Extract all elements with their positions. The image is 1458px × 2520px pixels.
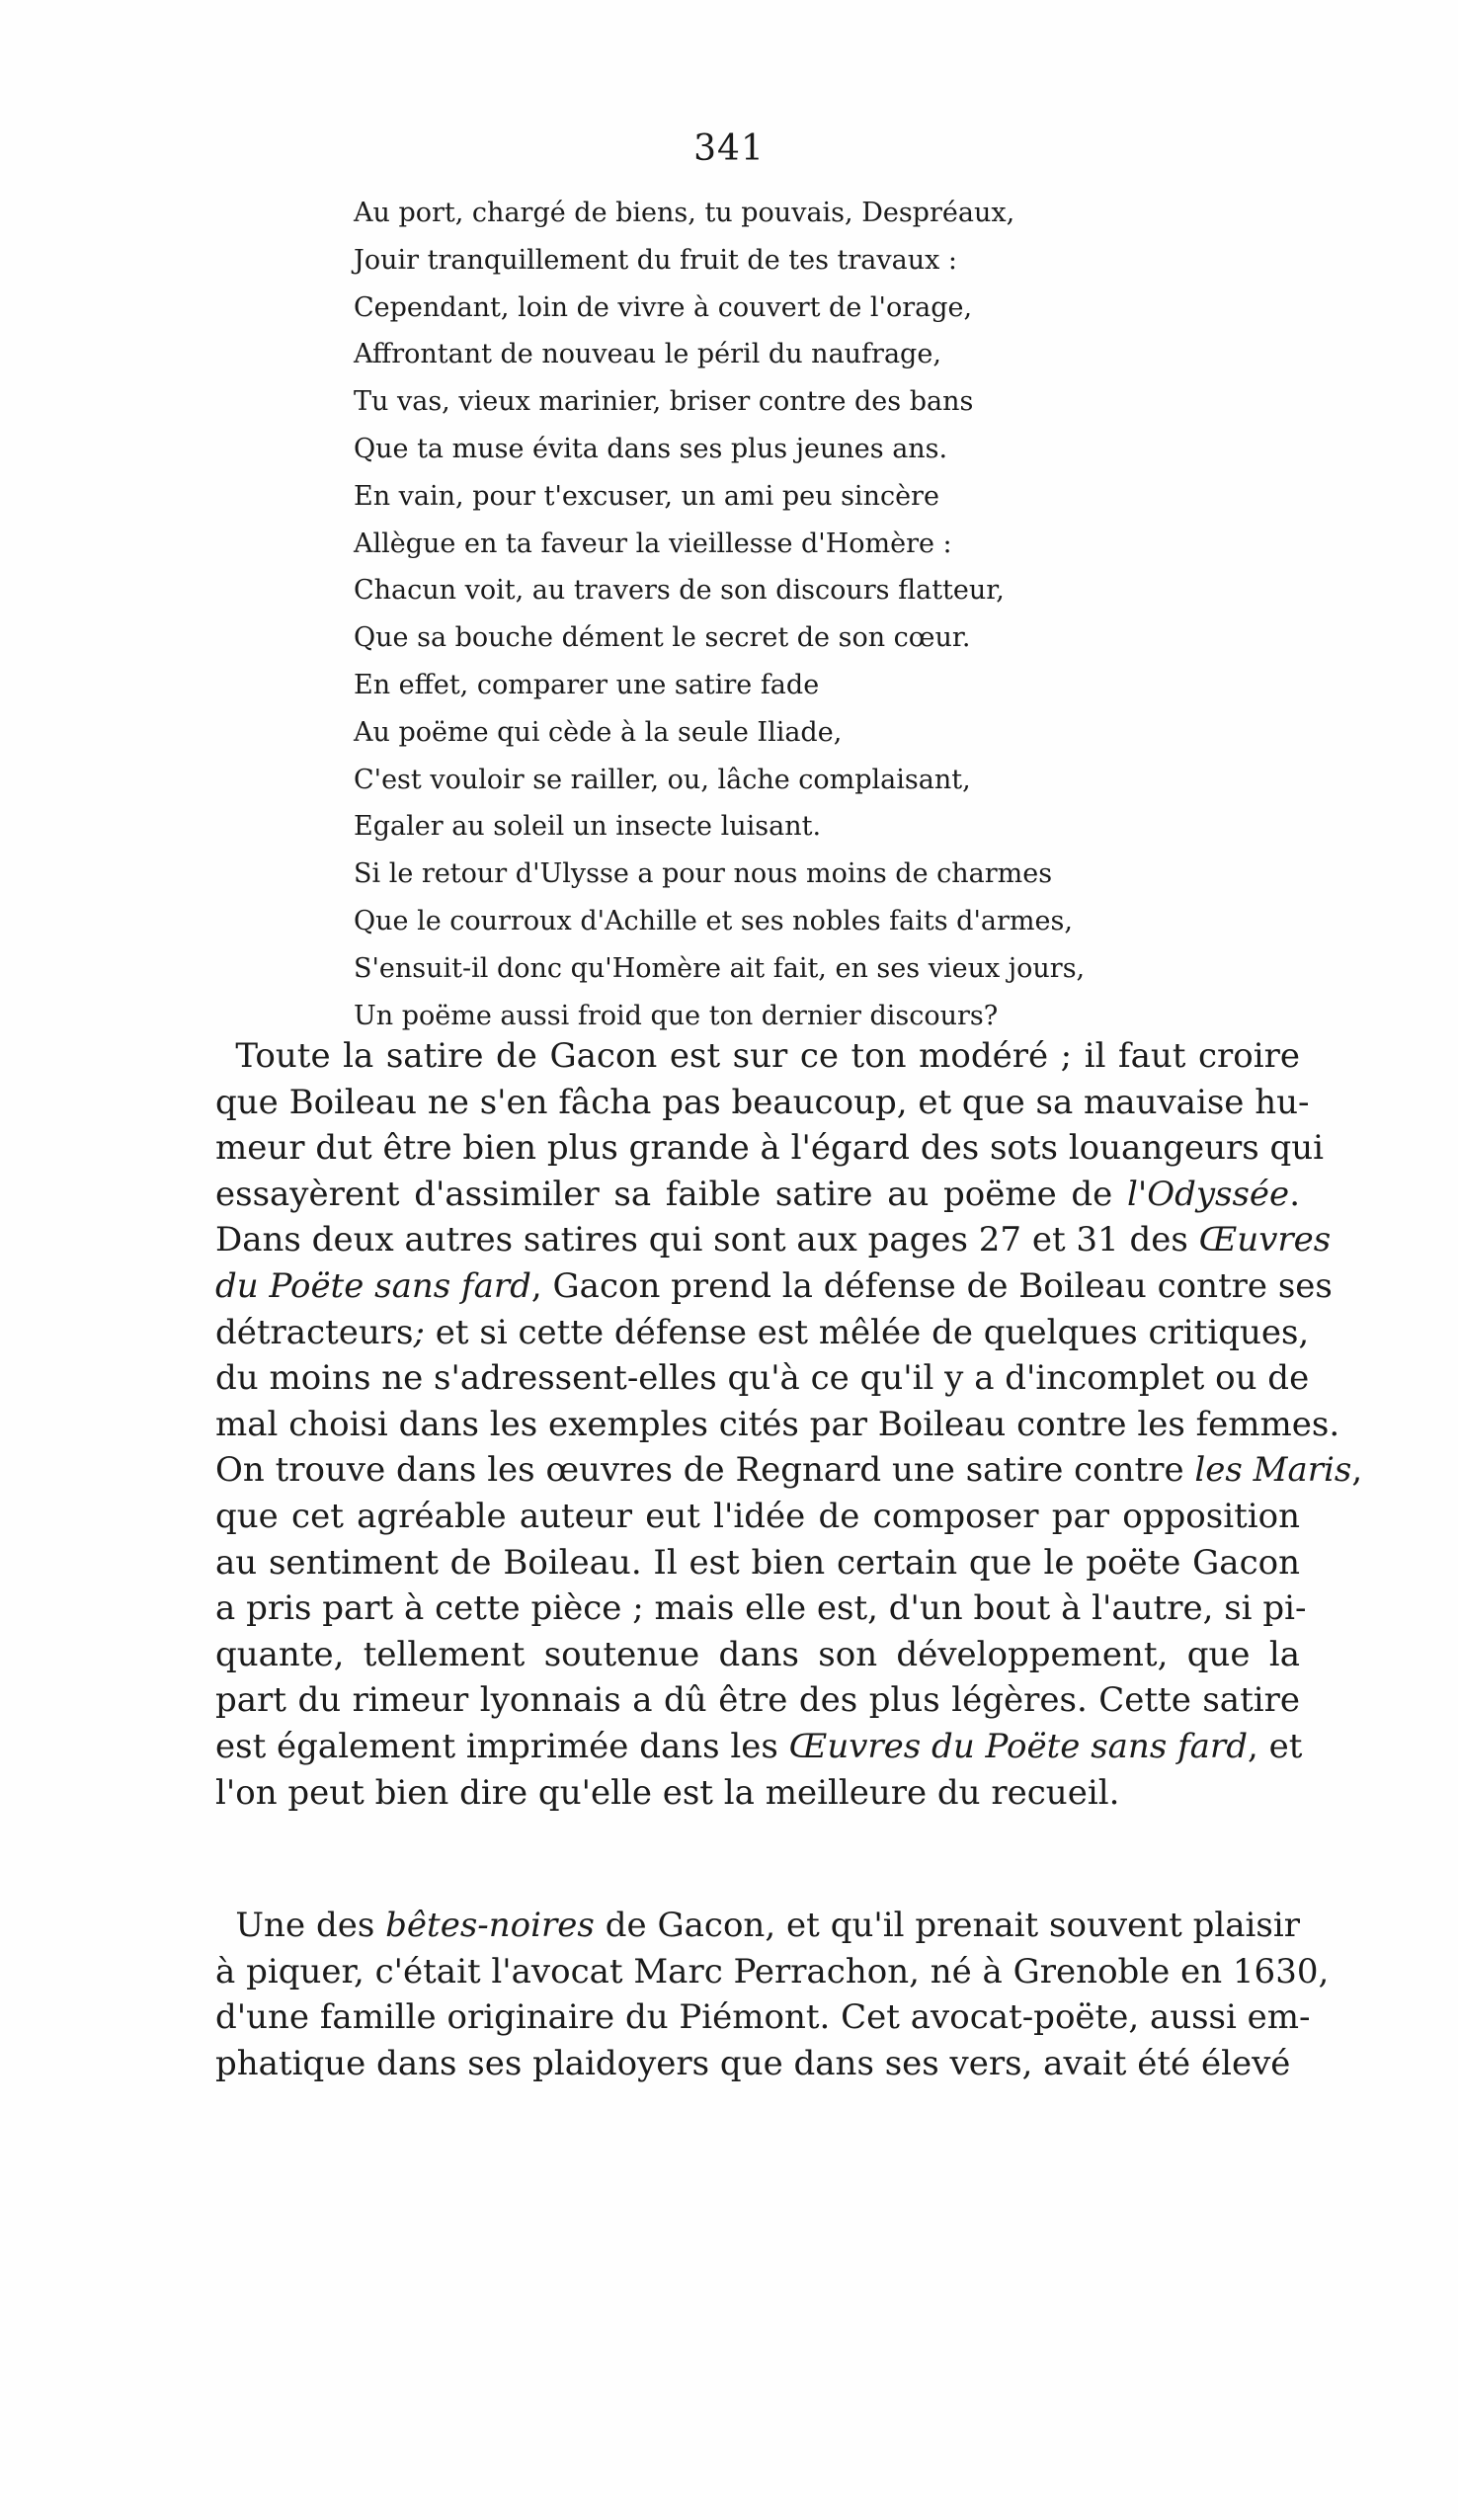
italic-text: l'Odyssée: [1126, 1174, 1290, 1214]
paragraph-2: [215, 1903, 1330, 2086]
text-line: a pris part à cette pièce ; mais elle est, d'un bout à l'autre, si pi-: [215, 1588, 1307, 1629]
text-line: On trouve dans les œuvres de Regnard une satire contre les Maris,: [215, 1450, 1363, 1491]
page-number: 341: [693, 128, 765, 169]
verse-line: Chacun voit, au travers de son discours flatteur,: [354, 575, 1005, 607]
italic-text: Œuvres du Poëte sans fard: [788, 1726, 1248, 1766]
verse-block: [354, 190, 1164, 1039]
verse-line: Cependant, loin de vivre à couvert de l'orage,: [354, 291, 973, 323]
text-line: Dans deux autres satires qui sont aux pages 27 et 31 des Œuvres: [215, 1220, 1332, 1260]
text-line: Une des bêtes-noires de Gacon, et qu'il prenait souvent plaisir: [235, 1906, 1301, 1945]
verse-line: Au poëme qui cède à la seule Iliade,: [354, 716, 843, 748]
text-line: détracteurs; et si cette défense est mêlée de quelques critiques,: [215, 1312, 1310, 1352]
text-line: d'une famille originaire du Piémont. Cet avocat-poëte, aussi em-: [215, 1997, 1311, 2038]
italic-text: les Maris: [1194, 1450, 1352, 1491]
italic-text: du Poëte sans fard: [215, 1265, 531, 1306]
verse-line: C'est vouloir se railler, ou, lâche complaisant,: [354, 764, 971, 795]
text-line: Toute la satire de Gacon est sur ce ton modéré ; il faut croire: [235, 1036, 1300, 1076]
paragraph-1: [215, 1033, 1363, 1816]
verse-line: Que le courroux d'Achille et ses nobles faits d'armes,: [354, 905, 1073, 936]
italic-text: Œuvres: [1198, 1220, 1332, 1260]
text-line: que cet agréable auteur eut l'idée de composer par opposition: [215, 1496, 1300, 1536]
verse-line: Egaler au soleil un insecte luisant.: [354, 811, 822, 843]
italic-text: bêtes-noires: [385, 1906, 595, 1945]
text-line: mal choisi dans les exemples cités par Boileau contre les femmes.: [215, 1404, 1340, 1444]
text-line: essayèrent d'assimiler sa faible satire au poëme de l'Odyssée.: [215, 1174, 1300, 1214]
text-line: phatique dans ses plaidoyers que dans ses vers, avait été élevé: [215, 2043, 1291, 2083]
italic-text: ;: [413, 1312, 425, 1352]
text-line: que Boileau ne s'en fâcha pas beaucoup, et que sa mauvaise hu-: [215, 1082, 1310, 1122]
verse-line: Affrontant de nouveau le péril du naufrage,: [354, 339, 941, 370]
text-line: au sentiment de Boileau. Il est bien certain que le poëte Gacon: [215, 1542, 1300, 1583]
verse-line: Que ta muse évita dans ses plus jeunes ans.: [354, 433, 948, 464]
text-line: meur dut être bien plus grande à l'égard des sots louangeurs qui: [215, 1128, 1325, 1169]
text-line: à piquer, c'était l'avocat Marc Perrachon, né à Grenoble en 1630,: [215, 1951, 1330, 1992]
verse-line: Allègue en ta faveur la vieillesse d'Homère :: [354, 528, 952, 559]
text-line: du moins ne s'adressent-elles qu'à ce qu'il y a d'incomplet ou de: [215, 1358, 1310, 1399]
text-line: part du rimeur lyonnais a dû être des plus légères. Cette satire: [215, 1680, 1300, 1721]
verse-line: Si le retour d'Ulysse a pour nous moins de charmes: [354, 858, 1053, 890]
text-line: quante, tellement soutenue dans son développement, que la: [215, 1634, 1300, 1674]
verse-line: Un poëme aussi froid que ton dernier discours?: [354, 1000, 999, 1031]
text-line: l'on peut bien dire qu'elle est la meilleure du recueil.: [215, 1772, 1120, 1813]
verse-line: Au port, chargé de biens, tu pouvais, Despréaux,: [354, 198, 1015, 228]
verse-line: En vain, pour t'excuser, un ami peu sincère: [354, 480, 939, 512]
verse-line: Jouir tranquillement du fruit de tes travaux :: [354, 244, 958, 276]
verse-line: Que sa bouche dément le secret de son cœur.: [354, 622, 971, 654]
verse-line: En effet, comparer une satire fade: [354, 669, 820, 700]
text-line: du Poëte sans fard, Gacon prend la défense de Boileau contre ses: [215, 1265, 1333, 1306]
verse-line: S'ensuit-il donc qu'Homère ait fait, en ses vieux jours,: [354, 952, 1086, 984]
verse-line: Tu vas, vieux marinier, briser contre des bans: [354, 386, 974, 418]
text-line: est également imprimée dans les Œuvres du Poëte sans fard, et: [215, 1726, 1303, 1766]
